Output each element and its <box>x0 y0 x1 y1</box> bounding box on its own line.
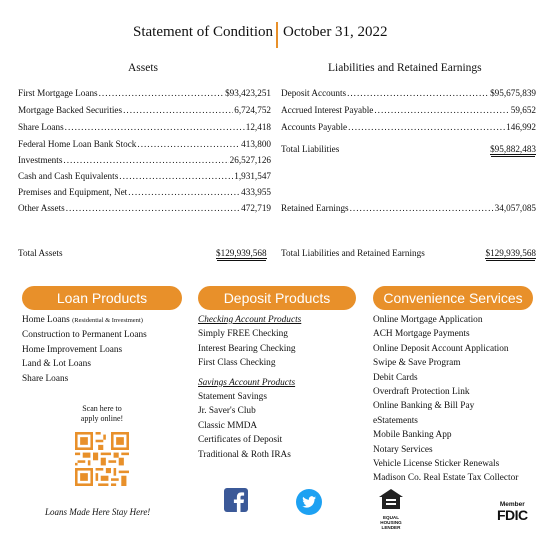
list-item: Classic MMDA <box>198 420 258 431</box>
checking-heading: Checking Account Products <box>198 315 302 325</box>
total-liabilities-label: Total Liabilities <box>281 144 340 154</box>
assets-heading: Assets <box>128 62 159 74</box>
list-item: Jr. Saver's Club <box>198 406 256 417</box>
list-item: Mobile Banking App <box>373 430 452 441</box>
statement-title <box>0 22 555 48</box>
tagline: Loans Made Here Stay Here! <box>45 507 151 517</box>
list-item: Share Loans <box>22 373 69 384</box>
list-item: Online Mortgage Application <box>373 315 483 325</box>
asset-row: Federal Home Loan Bank Stock ..... 413,800 <box>18 139 271 149</box>
list-item: Traditional & Roth IRAs <box>198 449 291 460</box>
liability-row: Accounts Payable ..... 146,992 <box>281 122 536 132</box>
savings-heading: Savings Account Products <box>198 377 296 388</box>
list-item: Online Deposit Account Application <box>373 343 509 354</box>
total-assets-value: $129,939,568 <box>216 248 267 258</box>
list-item: Madison Co. Real Estate Tax Collector <box>373 473 519 484</box>
asset-row: Investments ..... 26,527,126 <box>18 155 271 165</box>
title-text: Statement of Condition <box>133 24 273 40</box>
deposit-products-list <box>198 313 301 462</box>
asset-row: Other Assets ..... 472,719 <box>18 203 271 213</box>
total-liabilities-value: $95,882,483 <box>490 144 536 154</box>
deposit-products-button[interactable]: Deposit Products <box>198 286 356 310</box>
total-liab-retained-value: $129,939,568 <box>485 248 536 258</box>
liability-row: Deposit Accounts ..... $95,675,839 <box>281 88 536 98</box>
list-item: Construction to Permanent Loans <box>22 330 147 341</box>
loan-products-list <box>22 313 147 386</box>
list-item: Vehicle License Sticker Renewals <box>373 459 500 470</box>
retained-earnings-row: Retained Earnings ..... 34,057,085 <box>281 203 536 213</box>
list-item: Debit Cards <box>373 372 418 383</box>
scan-prompt: Scan here to apply online! <box>80 404 124 423</box>
title-divider <box>276 22 278 48</box>
list-item: ACH Mortgage Payments <box>373 329 470 340</box>
list-item: Notary Services <box>373 444 433 455</box>
asset-row: Premises and Equipment, Net ..... 433,955 <box>18 187 271 197</box>
list-item: Statement Savings <box>198 392 267 403</box>
convenience-services-button[interactable]: Convenience Services <box>373 286 533 310</box>
asset-row: Share Loans ..... 12,418 <box>18 122 271 132</box>
total-liab-retained-label: Total Liabilities and Retained Earnings <box>281 248 425 258</box>
list-item: Swipe & Save Program <box>373 358 461 369</box>
list-item: Land & Lot Loans <box>22 359 91 370</box>
fdic-icon: Member FDIC <box>497 501 528 523</box>
list-item: Online Banking & Bill Pay <box>373 401 475 412</box>
equal-housing-lender-icon: EQUAL HOUSING LENDER <box>374 488 408 530</box>
list-item: Home Loans (Residential & Investment) <box>22 315 143 325</box>
convenience-services-list <box>373 313 518 486</box>
list-item: Certificates of Deposit <box>198 435 283 446</box>
list-item: eStatements <box>373 415 418 426</box>
facebook-icon[interactable] <box>224 488 248 512</box>
list-item: Interest Bearing Checking <box>198 343 296 354</box>
list-item: Overdraft Protection Link <box>373 387 470 398</box>
twitter-icon[interactable] <box>296 489 322 515</box>
title-date: October 31, 2022 <box>283 24 388 40</box>
asset-row: Cash and Cash Equivalents ..... 1,931,547 <box>18 171 271 181</box>
qr-code[interactable] <box>75 432 129 486</box>
asset-row: First Mortgage Loans ..... $93,423,251 <box>18 88 271 98</box>
list-item: Home Improvement Loans <box>22 344 123 355</box>
total-assets-label: Total Assets <box>18 248 63 258</box>
list-item: Simply FREE Checking <box>198 329 288 340</box>
asset-row: Mortgage Backed Securities ..... 6,724,752 <box>18 105 271 115</box>
liabilities-heading: Liabilities and Retained Earnings <box>328 62 482 74</box>
loan-products-button[interactable]: Loan Products <box>22 286 182 310</box>
liability-row: Accrued Interest Payable ..... 59,652 <box>281 105 536 115</box>
list-item: First Class Checking <box>198 358 276 369</box>
